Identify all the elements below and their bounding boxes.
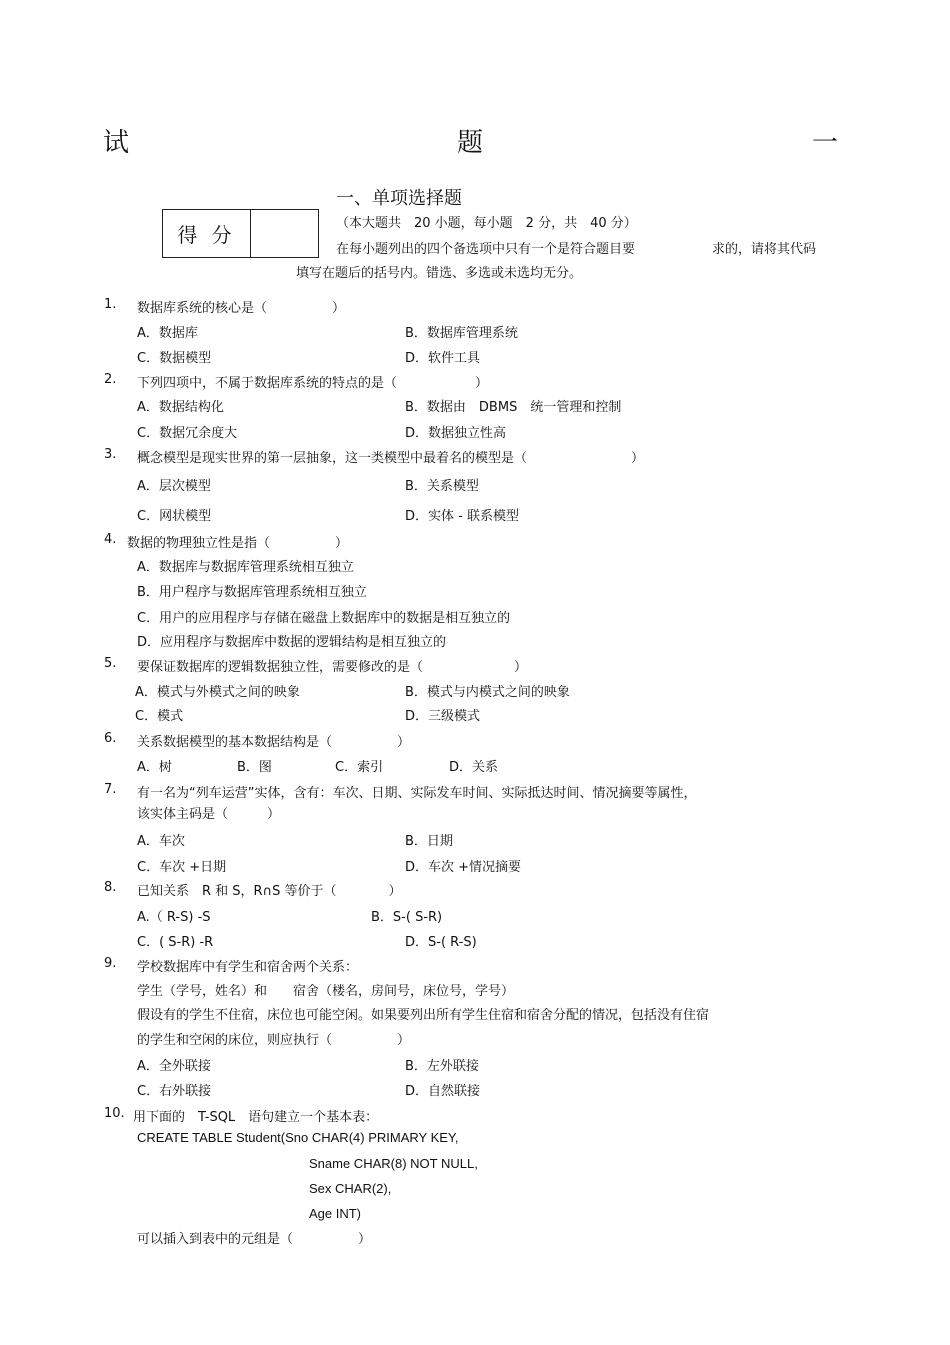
q9-option-d: D．自然联接 <box>405 1084 481 1099</box>
q2-option-d: D．数据独立性高 <box>405 426 507 441</box>
q10-number: 10. <box>104 1106 125 1121</box>
instruction-line-2: 填写在题后的括号内。错选、多选或未选均无分。 <box>296 266 583 281</box>
q10-sql-line-3: Sex CHAR(2), <box>309 1181 392 1196</box>
q9-line-4: 的学生和空闲的床位，则应执行（ ） <box>137 1033 411 1048</box>
instruction-line-1b: 求的，请将其代码 <box>712 242 817 257</box>
q10-sql-line-2: Sname CHAR(8) NOT NULL, <box>309 1156 478 1171</box>
q8-option-c: C．( S-R) -R <box>137 935 214 950</box>
q5-number: 5. <box>104 656 117 671</box>
q4-option-b: B．用户程序与数据库管理系统相互独立 <box>137 585 367 600</box>
q7-number: 7. <box>104 782 117 797</box>
q3-number: 3. <box>104 447 117 462</box>
q1-option-a: A．数据库 <box>137 326 198 341</box>
q8-number: 8. <box>104 880 117 895</box>
q6-number: 6. <box>104 731 117 746</box>
q5-option-d: D．三级模式 <box>405 709 481 724</box>
q6-option-c: C．索引 <box>335 760 384 775</box>
section-title: 一、单项选择题 <box>336 188 462 209</box>
q9-line-3: 假设有的学生不住宿，床位也可能空闲。如果要列出所有学生住宿和宿舍分配的情况，包括没有住宿 <box>137 1008 710 1023</box>
q2-option-b: B．数据由 DBMS 统一管理和控制 <box>405 400 622 415</box>
q9-line-2: 学生（学号，姓名）和 宿舍（楼名，房间号，床位号，学号） <box>137 984 515 999</box>
q8-option-a: A.（ R-S) -S <box>137 910 211 925</box>
q3-option-b: B．关系模型 <box>405 479 479 494</box>
q4-option-c: C．用户的应用程序与存储在磁盘上数据库中的数据是相互独立的 <box>137 611 511 626</box>
q5-option-c: C．模式 <box>135 709 184 724</box>
section-info: （本大题共 20 小题，每小题 2 分，共 40 分） <box>336 216 637 231</box>
page-title-char-2: 题 <box>457 128 484 158</box>
q8-option-d: D．S-( R-S) <box>405 935 477 950</box>
q2-stem: 下列四项中，不属于数据库系统的特点的是（ ） <box>137 376 489 391</box>
q9-option-a: A．全外联接 <box>137 1059 211 1074</box>
q3-option-c: C．网状模型 <box>137 509 212 524</box>
q1-option-d: D．软件工具 <box>405 351 481 366</box>
q4-stem: 数据的物理独立性是指（ ） <box>127 536 349 551</box>
q9-stem: 学校数据库中有学生和宿舍两个关系： <box>137 960 359 975</box>
q7-option-d: D．车次 +情况摘要 <box>405 860 522 875</box>
page-title-char-3: 一 <box>812 128 839 158</box>
q6-option-a: A．树 <box>137 760 172 775</box>
q1-stem: 数据库系统的核心是（ ） <box>137 301 346 316</box>
q5-stem: 要保证数据库的逻辑数据独立性，需要修改的是（ ） <box>137 660 528 675</box>
q9-option-c: C．右外联接 <box>137 1084 212 1099</box>
instruction-line-1a: 在每小题列出的四个备选项中只有一个是符合题目要 <box>336 242 636 257</box>
q1-option-b: B．数据库管理系统 <box>405 326 518 341</box>
q8-option-b: B．S-( S-R) <box>371 910 443 925</box>
q7-option-c: C．车次 +日期 <box>137 860 227 875</box>
q2-option-c: C．数据冗余度大 <box>137 426 238 441</box>
q2-number: 2. <box>104 372 117 387</box>
q9-option-b: B．左外联接 <box>405 1059 479 1074</box>
q7-stem-line-2: 该实体主码是（ ） <box>137 807 281 822</box>
q7-stem: 有一名为“列车运营”实体，含有：车次、日期、实际发车时间、实际抵达时间、情况摘要等属性， <box>137 786 697 801</box>
q1-option-c: C．数据模型 <box>137 351 212 366</box>
q3-stem: 概念模型是现实世界的第一层抽象，这一类模型中最着名的模型是（ ） <box>137 451 645 466</box>
score-value <box>251 210 318 257</box>
q7-option-b: B．日期 <box>405 834 453 849</box>
q2-option-a: A．数据结构化 <box>137 400 224 415</box>
q10-tail: 可以插入到表中的元组是（ ） <box>137 1232 372 1247</box>
score-box <box>162 209 319 258</box>
q1-number: 1. <box>104 297 117 312</box>
q4-number: 4. <box>104 532 117 547</box>
q4-option-a: A．数据库与数据库管理系统相互独立 <box>137 560 354 575</box>
q9-number: 9. <box>104 956 117 971</box>
q10-sql-line-4: Age INT) <box>309 1206 362 1221</box>
q8-stem: 已知关系 R 和 S，R∩S 等价于（ ） <box>137 884 402 899</box>
q5-option-b: B．模式与内模式之间的映象 <box>405 685 570 700</box>
q10-stem: 用下面的 T-SQL 语句建立一个基本表： <box>133 1110 379 1125</box>
q3-option-d: D．实体 - 联系模型 <box>405 509 519 524</box>
score-label: 得 分 <box>163 210 251 257</box>
q6-stem: 关系数据模型的基本数据结构是（ ） <box>137 735 411 750</box>
q6-option-b: B．图 <box>237 760 272 775</box>
q5-option-a: A．模式与外模式之间的映象 <box>135 685 300 700</box>
q7-option-a: A．车次 <box>137 834 185 849</box>
q3-option-a: A．层次模型 <box>137 479 211 494</box>
q10-sql-line-1: CREATE TABLE Student(Sno CHAR(4) PRIMARY KEY, <box>137 1130 459 1145</box>
q6-option-d: D．关系 <box>449 760 499 775</box>
q4-option-d: D．应用程序与数据库中数据的逻辑结构是相互独立的 <box>137 635 447 650</box>
page-title-char-1: 试 <box>103 128 130 158</box>
